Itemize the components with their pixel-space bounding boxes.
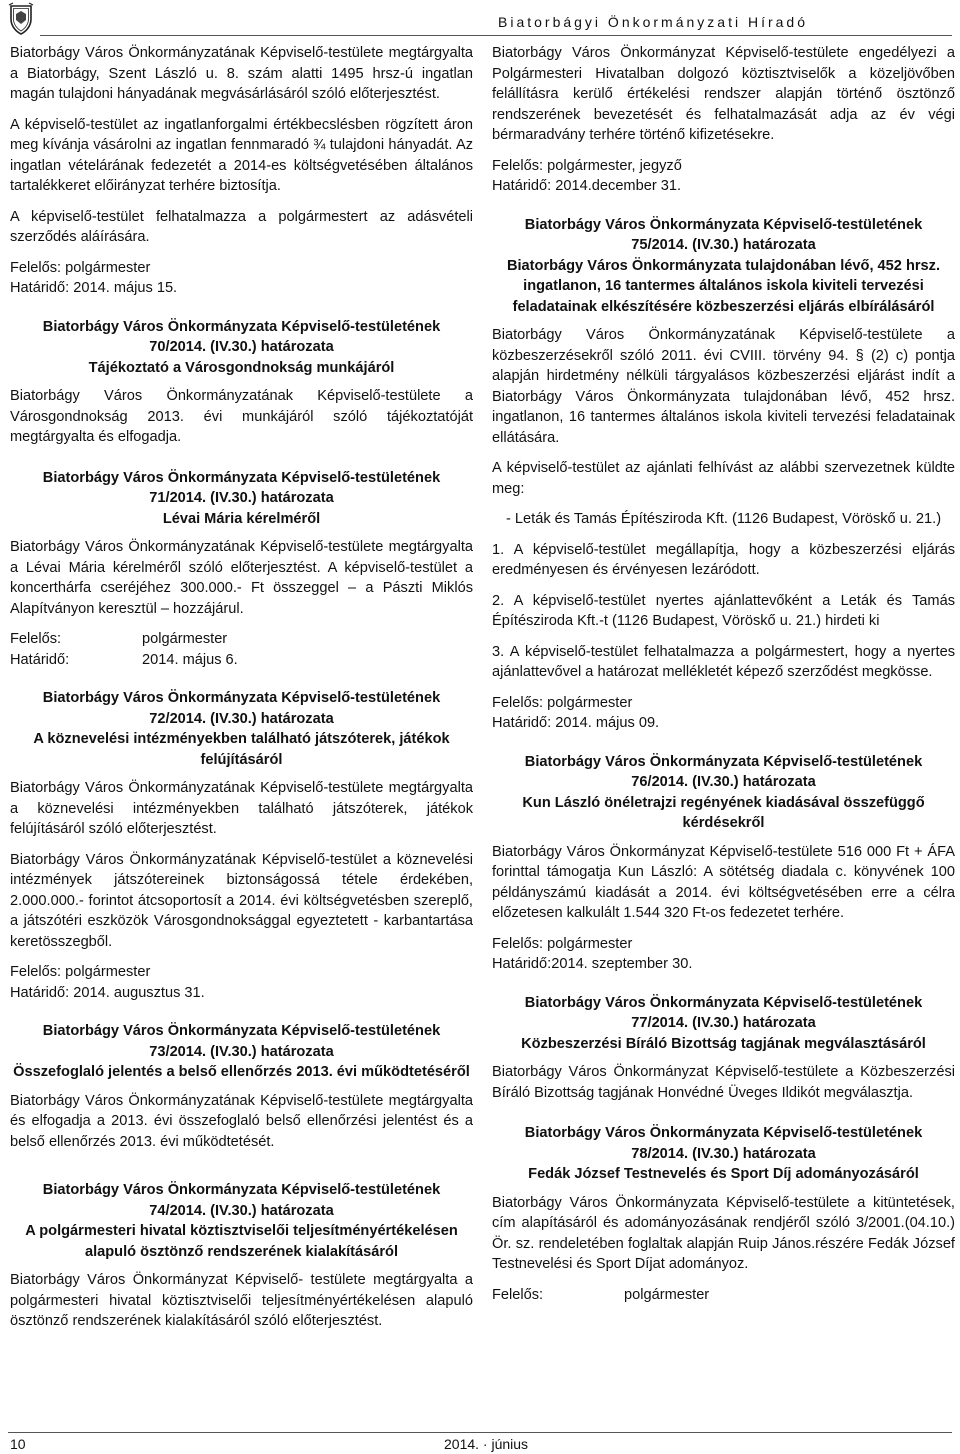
resolution-text: A képviselő-testület az ajánlati felhívást az alábbi szervezetnek küldte meg:: [492, 460, 955, 497]
resolution-number: 74/2014. (IV.30.) határozata: [149, 1202, 334, 1219]
resolution-70: [10, 317, 473, 448]
resolution-number: 75/2014. (IV.30.) határozata: [631, 237, 816, 253]
resolution-title: Összefoglaló jelentés a belső ellenőrzés 2013. évi működtetéséről: [13, 1064, 470, 1080]
responsible-line: [10, 629, 473, 650]
resolution-75: [492, 215, 955, 734]
resolution-body: Biatorbágy Város Önkormányzata Képviselő-testületének: [42, 1182, 441, 1198]
responsible-value: polgármester: [142, 631, 228, 647]
intro-paragraph: Biatorbágy Város Önkormányzatának Képviselő-testülete megtárgyalta a Biatorbágy, Szent László u. 8. szám alatti 1495 hrsz-ú ingatlan magán tulajdoni hányadának megvásárlásáról szóló előterjesztést.: [10, 45, 473, 102]
page-footer: [0, 1432, 960, 1452]
right-column: [492, 43, 955, 1305]
resolution-text: Biatorbágy Város Önkormányzatának Képviselő-testülete megtárgyalta és elfogadja a 2013. évi összefoglaló belső ellenőrzési jelentést és a belső ellenőrzés 2013. évi működtetését.: [10, 1092, 473, 1150]
resolution-title: Lévai Mária kérelméről: [162, 510, 321, 527]
resolution-71: [10, 468, 473, 671]
resolution-text: Biatorbágy Város Önkormányzat Képviselő-testülete 516 000 Ft + ÁFA forinttal támogatja Kun László: A sötétség diadala c. könyvének 100 példányszámú kiadását a 2014. évi költségvetésében erre a célra előzetesen kalkulált 1.544 320 Ft-os fedezetet terhére.: [492, 843, 955, 921]
resolution-text: Biatorbágy Város Önkormányzatának Képviselő-testület a köznevelési intézmények játszótereinek biztonságossá tétele érdekében, 2.000.000.- forintot átcsoportosít a 2014. évi költségvetésben szereplő, a játszótéri eszközök Városgondnoksággal egyeztetett - karbantartása keretösszegből.: [10, 851, 473, 950]
resolution-body: Biatorbágy Város Önkormányzata Képviselő-testületének: [42, 690, 441, 706]
resolution-text: Biatorbágy Város Önkormányzatának Képviselő-testülete megtárgyalta a Lévai Mária kérelméről szóló előterjesztést. A képviselő-testület a koncerthárfa cseréjéhez 300.000.- Ft összeggel – a Pászti Miklós Alapítványon keresztül – hozzájárul.: [10, 539, 473, 617]
resolution-text: Biatorbágy Város Önkormányzata Képviselő-testülete a kitüntetések, cím alapításáról és adományozásának rendjéről szóló 3/2001.(04.10.) Ör. sz. rendeletében foglaltak alapján Ruip János.részére Fedák József Testnevelési és Sport Díjat adományoz.: [492, 1194, 955, 1272]
responsible-line: Felelős: polgármester: [492, 935, 633, 952]
responsible-line: Felelős: polgármester: [10, 964, 151, 980]
resolution-number: 70/2014. (IV.30.) határozata: [149, 339, 334, 355]
resolution-number: 73/2014. (IV.30.) határozata: [149, 1043, 334, 1060]
purchase-paragraph: A képviselő-testület az ingatlanforgalmi értékbecslésben rögzített áron meg kívánja vásárolni az ingatlan fennmaradó ¾ tulajdoni hányadát. Az ingatlan vételárának fedezetét a 2014-es költségvetésében általános tartalékkeret előirányzat terhére biztosítja.: [10, 116, 473, 194]
resolution-number: 76/2014. (IV.30.) határozata: [631, 774, 816, 790]
resolution-73: [10, 1021, 473, 1152]
deadline-line: Határidő: 2014.december 31.: [492, 178, 682, 194]
resolution-text: Biatorbágy Város Önkormányzatának Képviselő-testülete a Városgondnokság 2013. évi munkájáról szóló tájékoztatóját megtárgyalta és elfogadja.: [10, 388, 473, 445]
resolution-number: 72/2014. (IV.30.) határozata: [149, 710, 334, 727]
resolution-body: Biatorbágy Város Önkormányzata Képviselő-testületének: [42, 469, 441, 486]
deadline-line: Határidő:2014. szeptember 30.: [492, 956, 693, 972]
header-rule: [40, 35, 952, 36]
resolution-76: [492, 752, 955, 975]
resolution-title: A polgármesteri hivatal köztisztviselői teljesítményértékelésen alapuló ösztönző rendszerének kialakításáról: [25, 1223, 458, 1260]
responsible-line: [492, 1285, 955, 1306]
resolution-title: Kun László önéletrajzi regényének kiadásával összefüggő kérdésekről: [522, 794, 925, 831]
resolution-body: Biatorbágy Város Önkormányzata Képviselő-testületének: [524, 216, 923, 233]
deadline-line: Határidő: 2014. augusztus 31.: [10, 984, 205, 1001]
resolution-body: Biatorbágy Város Önkormányzata Képviselő-testületének: [524, 1125, 923, 1141]
deadline-value: 2014. május 6.: [142, 651, 238, 668]
numbered-item: 3. A képviselő-testület felhatalmazza a polgármestert, hogy a nyertes ajánlattevővel a határozat mellékletét képező szerződést megkösse.: [492, 643, 955, 680]
responsible-label: Felelős:: [492, 1286, 544, 1303]
authorization-paragraph: A képviselő-testület felhatalmazza a polgármestert az adásvételi szerződés aláírására.: [10, 208, 473, 245]
resolution-title: Közbeszerzési Bíráló Bizottság tagjának megválasztásáról: [521, 1035, 926, 1052]
numbered-item: 1. A képviselő-testület megállapítja, hogy a közbeszerzési eljárás eredményesen és érvényesen lezáródott.: [492, 541, 955, 578]
resolution-body: Biatorbágy Város Önkormányzata Képviselő-testületének: [42, 318, 441, 335]
resolution-title: Biatorbágy Város Önkormányzata tulajdonában lévő, 452 hrsz. ingatlanon, 16 tantermes általános iskola kiviteli tervezési feladatainak elkészítésére közbeszerzési eljárás elbírálásáról: [506, 257, 941, 315]
coat-of-arms-icon: [4, 2, 38, 36]
page-header: [0, 0, 960, 40]
resolution-74: [10, 1180, 473, 1332]
resolution-text: Biatorbágy Város Önkormányzat Képviselő-testülete a Közbeszerzési Bíráló Bizottság tagjának Honvédné Üveges Ildikót megválasztja.: [492, 1064, 955, 1101]
resolution-text: Biatorbágy Város Önkormányzat Képviselő- testülete megtárgyalta a polgármesteri hivatal köztisztviselői teljesítményértékelésen alapuló ösztönző rendszerének kialakításáról szóló előterjesztést.: [10, 1272, 473, 1329]
resolution-77: [492, 993, 955, 1104]
resolution-title: Fedák József Testnevelés és Sport Díj adományozásáról: [528, 1166, 919, 1182]
resolution-body: Biatorbágy Város Önkormányzata Képviselő-testületének: [524, 753, 923, 770]
footer-rule: [8, 1432, 952, 1433]
resolution-body: Biatorbágy Város Önkormányzata Képviselő-testületének: [524, 994, 923, 1011]
deadline-label: Határidő:: [10, 651, 70, 668]
responsible-line: Felelős: polgármester: [10, 259, 151, 276]
responsible-label: Felelős:: [10, 631, 62, 647]
resolution-number: 71/2014. (IV.30.) határozata: [149, 490, 334, 506]
page-number: 10: [10, 1436, 26, 1452]
left-column: [10, 43, 473, 1342]
resolution-title: A köznevelési intézményekben található játszóterek, játékok felújításáról: [33, 731, 450, 768]
resolution-72: [10, 688, 473, 1003]
resolution-78: [492, 1123, 955, 1305]
resolution-text: Biatorbágy Város Önkormányzatának Képviselő-testülete megtárgyalta a köznevelési intézményekben található játszóterek, játékok felújításáról szóló előterjesztést.: [10, 780, 473, 837]
resolution-text: Biatorbágy Város Önkormányzatának Képviselő-testülete a közbeszerzésekről szóló 2011. évi CVIII. törvény 94. § (2) c) pontja alapján hirdetmény nélküli tárgyalásos közbeszerzési eljárást indít a Biatorbágy Város Önkormányzata tulajdonában lévő, 452 hrsz. ingatlanon, 16 tantermes általános iskola kiviteli tervezési feladatainak ellátására.: [492, 327, 955, 446]
deadline-line: [10, 650, 473, 671]
responsible-line: Felelős: polgármester: [492, 694, 633, 711]
responsible-line: Felelős: polgármester, jegyző: [492, 157, 682, 174]
resolution-number: 78/2014. (IV.30.) határozata: [631, 1145, 816, 1162]
list-item: - Leták és Tamás Építésziroda Kft. (1126 Budapest, Vöröskő u. 21.): [506, 511, 942, 527]
issue-date: 2014. · június: [444, 1436, 529, 1452]
deadline-line: Határidő: 2014. május 15.: [10, 280, 178, 296]
deadline-line: Határidő: 2014. május 09.: [492, 715, 660, 731]
resolution-body: Biatorbágy Város Önkormányzata Képviselő-testületének: [42, 1023, 441, 1039]
continuation-paragraph: Biatorbágy Város Önkormányzat Képviselő-testülete engedélyezi a Polgármesteri Hivatalban dolgozó köztisztviselők a közeljövőben felállításra kerülő értékelési rendszer alapján történő ösztönző rendszerének bevezetését és felhatalmazását adja az év végi bérmaradvány terhére történő kifizetésekre.: [492, 45, 955, 143]
resolution-title: Tájékoztató a Városgondnokság munkájáról: [88, 359, 395, 376]
resolution-number: 77/2014. (IV.30.) határozata: [631, 1015, 816, 1031]
publication-title: Biatorbágyi Önkormányzati Híradó: [498, 14, 808, 30]
responsible-value: polgármester: [624, 1286, 710, 1303]
numbered-item: 2. A képviselő-testület nyertes ajánlattevőként a Leták és Tamás Építésziroda Kft.-t (1126 Budapest, Vöröskő u. 21.) hirdeti ki: [492, 592, 955, 629]
